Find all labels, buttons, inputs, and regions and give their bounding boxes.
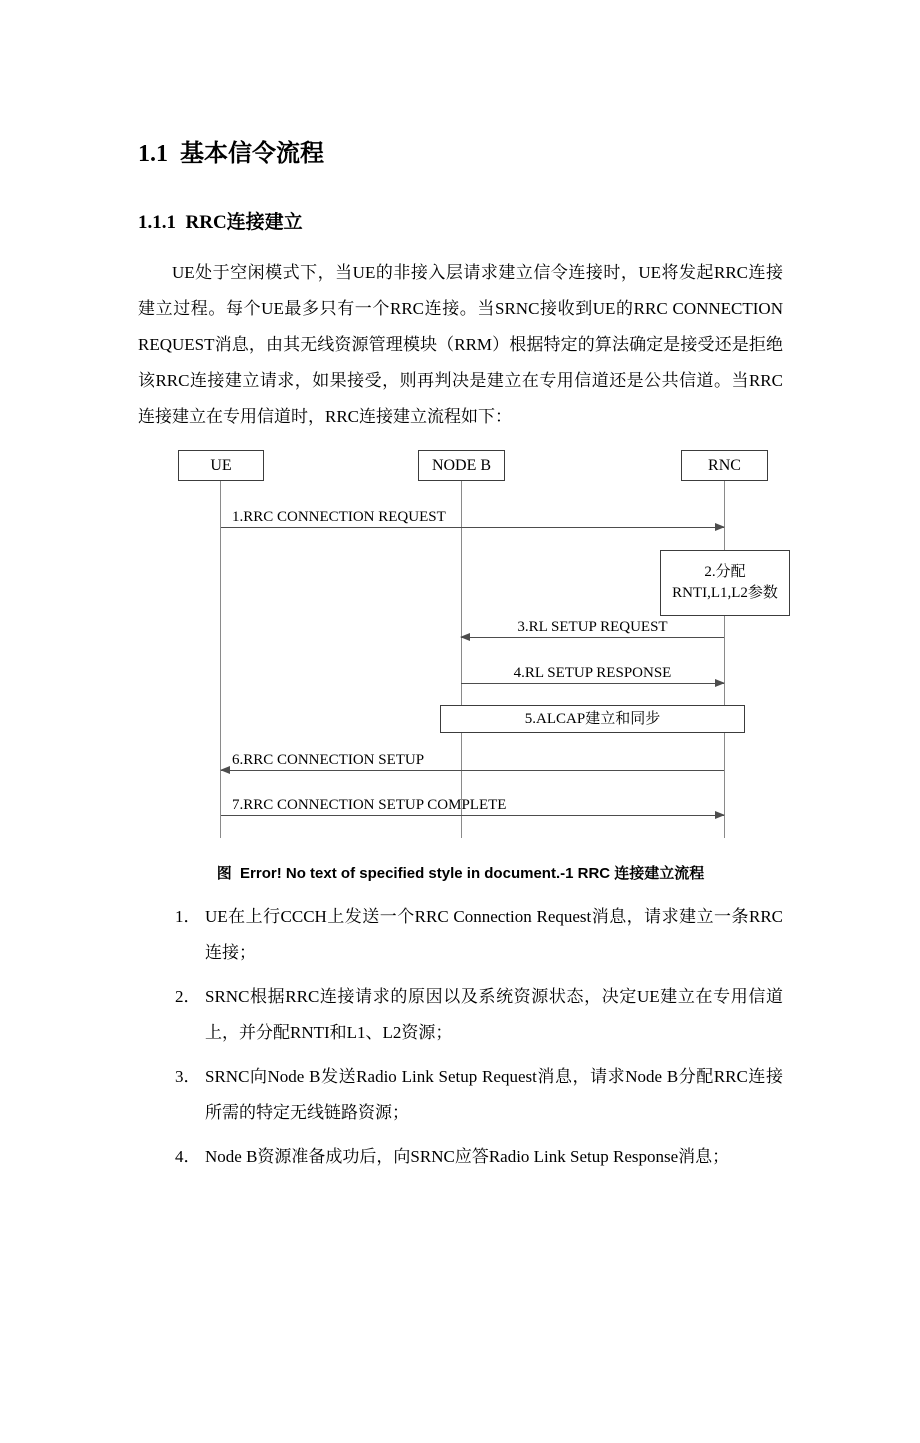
message-rrc-connection-request <box>221 507 724 528</box>
message-label: 6.RRC CONNECTION SETUP <box>232 752 425 768</box>
list-item <box>138 1059 783 1131</box>
message-rl-setup-request <box>461 617 724 638</box>
message-rrc-connection-setup <box>221 750 724 771</box>
message-label: 7.RRC CONNECTION SETUP COMPLETE <box>232 797 507 813</box>
actor-label: RNC <box>708 456 741 474</box>
list-item-text: SRNC向Node B发送Radio Link Setup Request消息，请求Node B分配RRC连接所需的特定无线链路资源； <box>205 1067 783 1122</box>
list-item-number: 1． <box>175 907 201 926</box>
body-paragraph: UE处于空闲模式下，当UE的非接入层请求建立信令连接时，UE将发起RRC连接建立过程。每个UE最多只有一个RRC连接。当SRNC接收到UE的RRC CONNECTION REQUEST消息，由其无线资源管理模块（RRM）根据特定的算法确定是接受还是拒绝该RRC连接建立请求，如果接受，则再判决是建立在专用信道还是公共信道。当RRC连接建立在专用信道时，RRC连接建立流程如下： <box>138 263 800 426</box>
message-arrow <box>461 683 724 684</box>
list-item-number: 3． <box>175 1067 201 1086</box>
note-line-2: RNTI,L1,L2参数 <box>672 585 778 601</box>
message-label: 4.RL SETUP RESPONSE <box>513 665 672 681</box>
note-label: 5.ALCAP建立和同步 <box>524 710 661 727</box>
message-arrow <box>461 637 724 638</box>
list-item-number: 2． <box>175 987 201 1006</box>
figure-caption: 图 Error! No text of specified style in document.-1 RRC 连接建立流程 <box>216 865 705 882</box>
message-arrow <box>221 815 724 816</box>
actor-box-ue <box>178 450 264 481</box>
actor-box-node-b <box>418 450 505 481</box>
note-line-1: 2.分配 <box>704 564 746 580</box>
message-arrow <box>221 527 724 528</box>
subsection-heading: 1.1.1 RRC连接建立 <box>138 212 303 233</box>
list-item <box>138 1139 783 1175</box>
note-alcap <box>440 705 745 733</box>
message-label: 3.RL SETUP REQUEST <box>517 619 668 635</box>
document-page <box>0 141 920 1175</box>
message-rl-setup-response <box>461 663 724 684</box>
actor-label: NODE B <box>431 456 492 474</box>
message-rrc-connection-setup-complete <box>221 795 724 816</box>
lifeline-ue <box>220 481 221 838</box>
actor-label: UE <box>210 456 232 474</box>
actor-box-rnc <box>681 450 768 481</box>
lifeline-node-b <box>461 481 462 838</box>
note-allocate-rnti <box>660 550 790 616</box>
message-arrow <box>221 770 724 771</box>
sequence-diagram <box>140 450 800 840</box>
list-item <box>138 979 783 1051</box>
lifeline-rnc <box>724 481 725 838</box>
list-item <box>138 899 783 971</box>
list-item-text: Node B资源准备成功后，向SRNC应答Radio Link Setup Response消息； <box>205 1147 730 1166</box>
numbered-list <box>138 899 783 1175</box>
message-label: 1.RRC CONNECTION REQUEST <box>232 509 446 525</box>
list-item-number: 4． <box>175 1147 201 1166</box>
section-heading: 1.1 基本信令流程 <box>138 141 324 167</box>
list-item-text: SRNC根据RRC连接请求的原因以及系统资源状态，决定UE建立在专用信道上，并分配RNTI和L1、L2资源； <box>205 987 783 1042</box>
list-item-text: UE在上行CCCH上发送一个RRC Connection Request消息，请求建立一条RRC连接； <box>205 907 783 962</box>
